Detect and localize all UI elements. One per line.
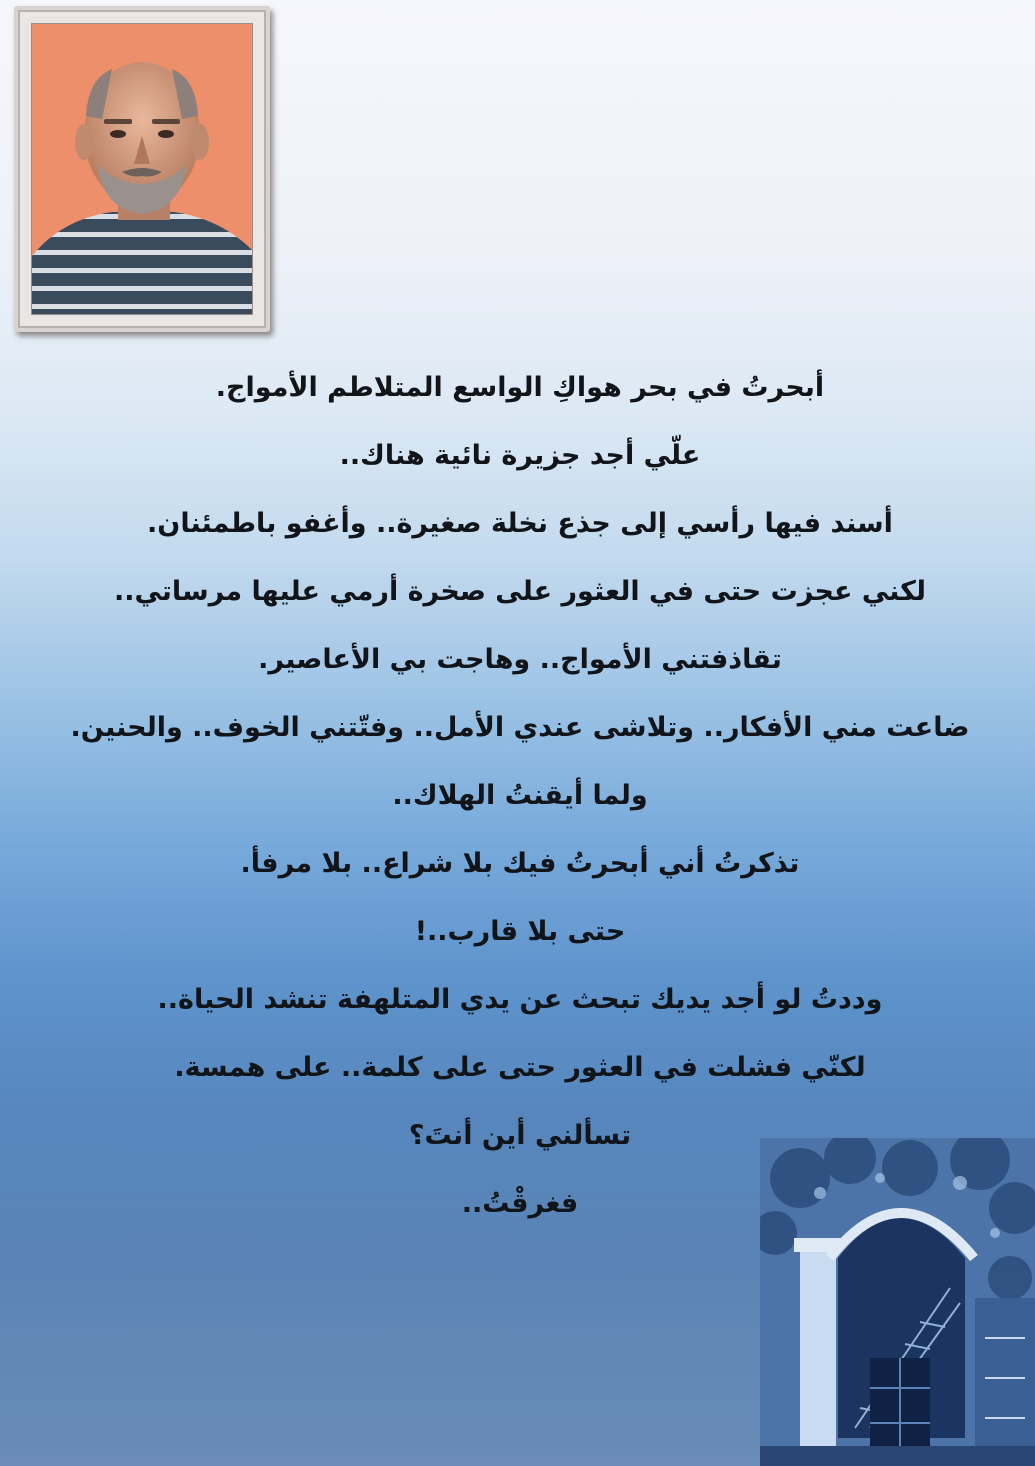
author-photo	[31, 23, 253, 315]
poem-line: حتى بلا قارب..!	[414, 916, 626, 947]
poem-line: وددتُ لو أجد يديك تبحث عن يدي المتلهفة تنشد الحياة..	[157, 984, 883, 1015]
poem-line: تقاذفتني الأمواج.. وهاجت بي الأعاصير.	[258, 644, 782, 675]
poem-line: لكنّي فشلت في العثور حتى على كلمة.. على همسة.	[174, 1052, 866, 1083]
poem-line: تذكرتُ أني أبحرتُ فيك بلا شراع.. بلا مرفأ.	[240, 848, 800, 879]
poem-line: لكني عجزت حتى في العثور على صخرة أرمي عليها مرساتي..	[113, 576, 927, 607]
poem-line: ولما أيقنتُ الهلاك..	[392, 780, 648, 811]
poem-line: أسند فيها رأسي إلى جذع نخلة صغيرة.. وأغفو باطمئنان.	[147, 508, 893, 539]
archway-sketch-image	[760, 1138, 1035, 1466]
poem-line: علّي أجد جزيرة نائية هناك..	[339, 440, 701, 471]
poem-line: تسألني أين أنتَ؟	[408, 1120, 632, 1151]
author-photo-frame	[14, 6, 270, 332]
poem-line: فغرقْتُ..	[461, 1188, 579, 1219]
poem-line: ضاعت مني الأفكار.. وتلاشى عندي الأمل.. وفتّتني الخوف.. والحنين.	[70, 712, 970, 743]
poem-line: أبحرتُ في بحر هواكِ الواسع المتلاطم الأمواج.	[215, 372, 825, 403]
author-portrait-image	[32, 24, 253, 315]
